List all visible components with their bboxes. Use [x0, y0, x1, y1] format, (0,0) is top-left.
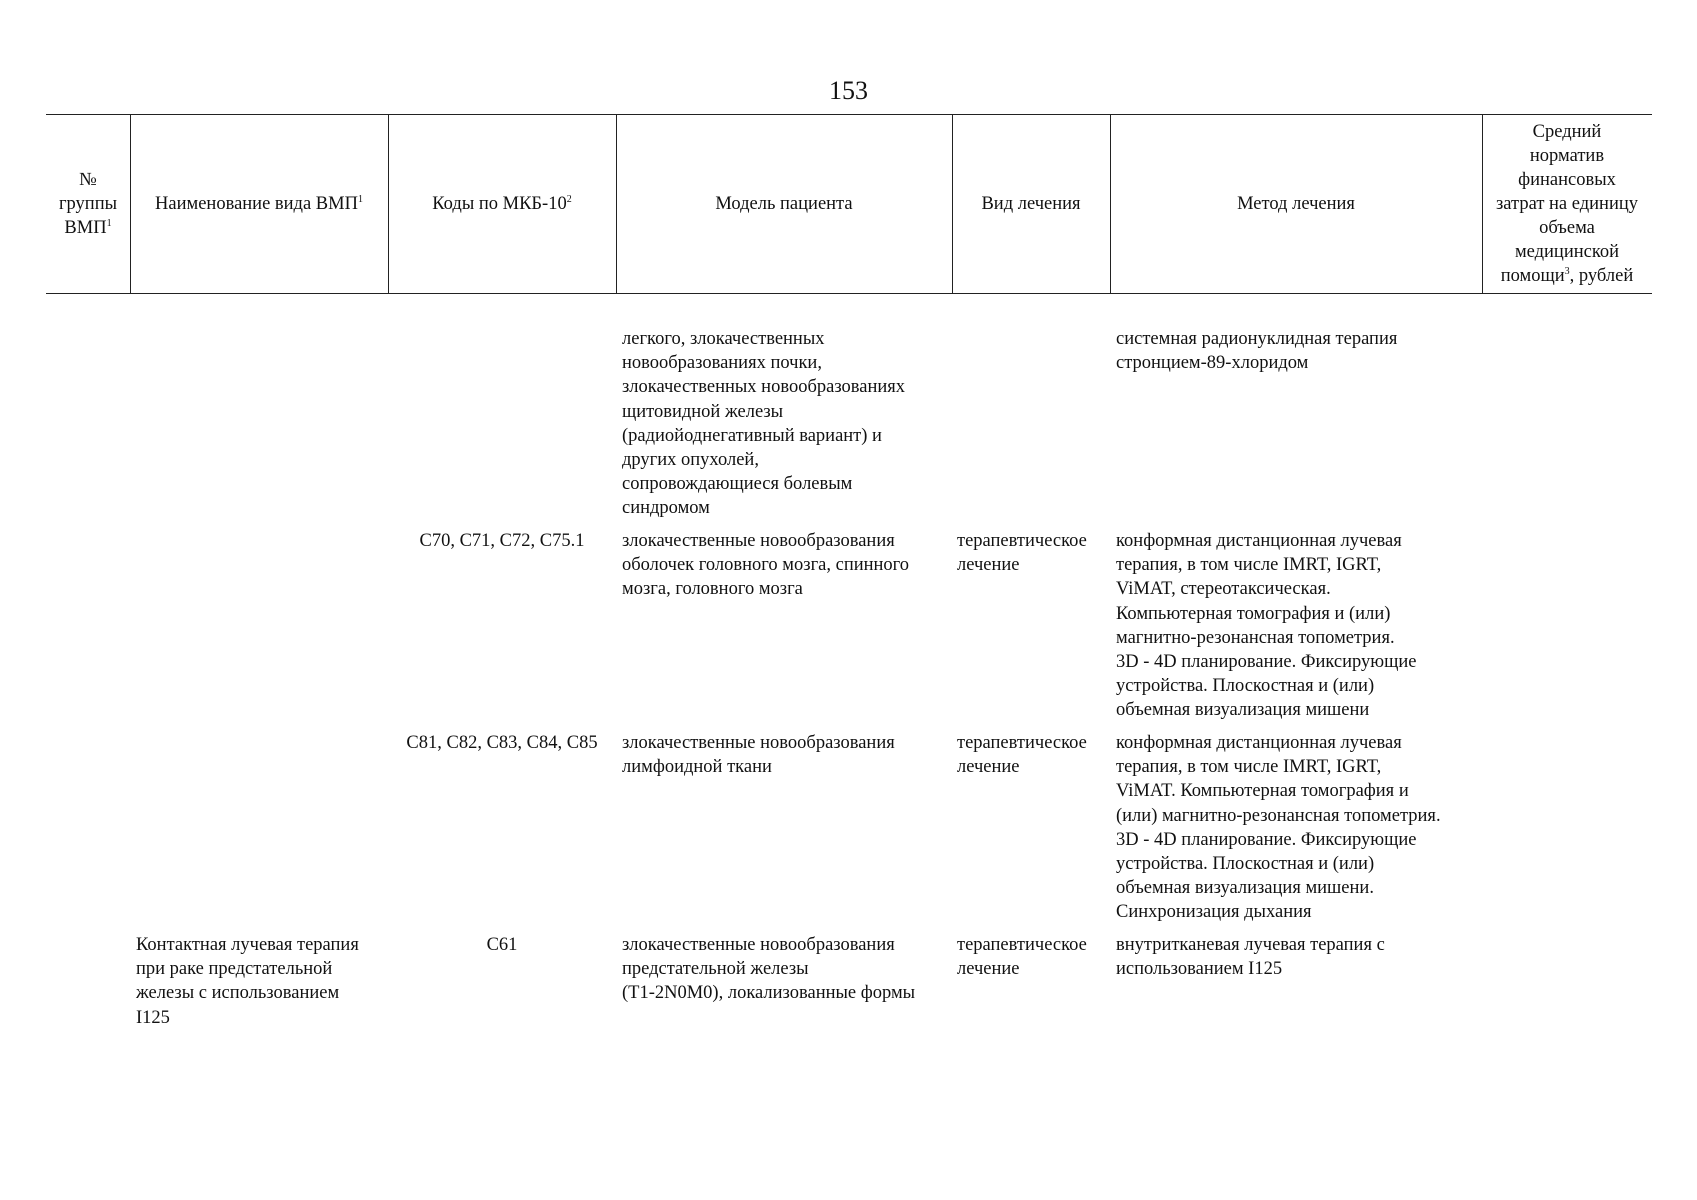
table-cell-patient-model: злокачественные новообразования оболочек головного мозга, спинного мозга, головного мозга — [622, 531, 910, 600]
page-number: 153 — [829, 76, 868, 105]
header-group-no-label: № группы ВМП — [58, 170, 118, 238]
footnote-marker: 2 — [566, 193, 572, 205]
table-cell-treatment-method: конформная дистанционная лучевая терапия, в том числе IMRT, IGRT, ViMAT, стереотаксическая. Компьютерная томография и (или) магнитно-резонансная топометрия. 3D - 4D планирование. Фиксирующие устройства. Плоскостная и (или) объемная визуализация мишени — [1116, 531, 1417, 721]
header-treatment-method — [1110, 115, 1482, 293]
footnote-marker: 1 — [106, 217, 112, 229]
header-treatment-type-label: Вид лечения — [981, 194, 1081, 214]
header-group-no — [46, 115, 130, 293]
footnote-marker: 1 — [357, 193, 363, 205]
header-treatment-type — [952, 115, 1110, 293]
table-cell-vmp-name: Контактная лучевая терапия при раке предстательной железы с использованием I125 — [136, 935, 359, 1028]
header-icd-codes-label: Коды по МКБ-10 — [432, 194, 567, 214]
header-treatment-method-label: Метод лечения — [1237, 194, 1355, 214]
table-cell-treatment-type: терапевтическое лечение — [957, 733, 1087, 778]
table-cell-patient-model: злокачественные новообразования предстательной железы (T1-2N0M0), локализованные формы — [622, 935, 916, 1004]
header-patient-model-label: Модель пациента — [715, 194, 853, 214]
header-vmp-name — [130, 115, 388, 293]
header-avg-cost — [1482, 115, 1652, 293]
table-cell-treatment-method: системная радионуклидная терапия стронцием-89-хлоридом — [1116, 329, 1398, 374]
header-avg-cost-label: Средний норматив финансовых затрат на единицу объема медицинской помощи — [1495, 122, 1638, 286]
footnote-marker: 3 — [1564, 265, 1570, 277]
table-cell-patient-model: легкого, злокачественных новообразованиях почки, злокачественных новообразованиях щитовидной железы (радиойоднегативный вариант) и других опухолей, сопровождающиеся болевым синдромом — [622, 329, 906, 519]
header-avg-cost-unit: , рублей — [1569, 266, 1634, 286]
table-cell-icd-codes: C70, C71, C72, C75.1 — [419, 531, 585, 551]
header-patient-model — [616, 115, 952, 293]
table-cell-icd-codes: C81, C82, C83, C84, C85 — [406, 733, 598, 753]
table-cell-treatment-type: терапевтическое лечение — [957, 531, 1087, 576]
table-cell-icd-codes: C61 — [486, 935, 518, 955]
table-cell-treatment-type: терапевтическое лечение — [957, 935, 1087, 980]
header-vmp-name-label: Наименование вида ВМП — [155, 194, 358, 214]
table-cell-patient-model: злокачественные новообразования лимфоидной ткани — [622, 733, 895, 778]
table-cell-treatment-method: внутритканевая лучевая терапия с использованием I125 — [1116, 935, 1385, 980]
header-icd-codes — [388, 115, 616, 293]
table-cell-treatment-method: конформная дистанционная лучевая терапия, в том числе IMRT, IGRT, ViMAT. Компьютерная томография и (или) магнитно-резонансная топометрия. 3D - 4D планирование. Фиксирующие устройства. Плоскостная и (или) объемная визуализация мишени. Синхронизация дыхания — [1116, 733, 1441, 923]
table-header — [46, 114, 1652, 294]
